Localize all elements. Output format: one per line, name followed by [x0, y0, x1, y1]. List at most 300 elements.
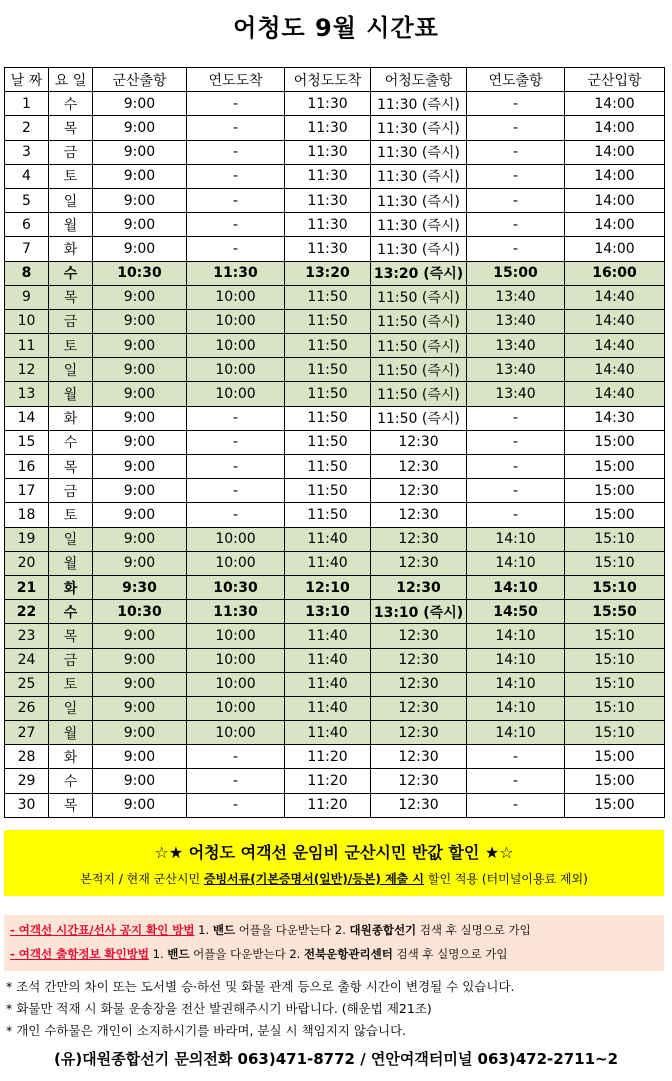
cell-yeondo-depart: 14:10 — [467, 648, 565, 672]
cell-weekday: 목 — [49, 793, 93, 817]
cell-weekday: 일 — [49, 696, 93, 720]
cell-yeondo-arrive: 10:30 — [187, 575, 285, 599]
info-bold: 전북운항관리센터 — [303, 947, 393, 961]
note-item: * 조석 간만의 차이 또는 도서별 승·하선 및 화물 관계 등으로 출항 시간이 변경될 수 있습니다. — [6, 979, 515, 994]
banner-sub-pre: 본적지 / 현재 군산시민 — [80, 872, 204, 886]
cell-eocheongdo-arrive: 11:30 — [285, 188, 371, 212]
cell-weekday: 화 — [49, 745, 93, 769]
table-row — [5, 769, 665, 793]
cell-yeondo-depart: 14:10 — [467, 575, 565, 599]
cell-weekday: 금 — [49, 140, 93, 164]
cell-yeondo-arrive: - — [187, 164, 285, 188]
cell-yeondo-depart: - — [467, 406, 565, 430]
cell-gunsan-arrive: 15:00 — [565, 430, 665, 454]
cell-yeondo-arrive: 10:00 — [187, 551, 285, 575]
cell-yeondo-depart: - — [467, 213, 565, 237]
cell-gunsan-arrive: 16:00 — [565, 261, 665, 285]
info-line-departure — [10, 942, 658, 966]
info-box — [4, 915, 664, 971]
cell-eocheongdo-depart: 11:30 (즉시) — [371, 213, 467, 237]
cell-eocheongdo-arrive: 12:10 — [285, 575, 371, 599]
cell-yeondo-depart: - — [467, 479, 565, 503]
cell-gunsan-arrive: 15:10 — [565, 575, 665, 599]
cell-yeondo-depart: 13:40 — [467, 358, 565, 382]
cell-weekday: 목 — [49, 285, 93, 309]
contact-footer: (유)대원종합선기 문의전화 063)471-8772 / 연안여객터미널 063)472-2711~2 — [53, 1050, 619, 1068]
cell-eocheongdo-arrive: 11:20 — [285, 769, 371, 793]
cell-eocheongdo-arrive: 11:50 — [285, 358, 371, 382]
cell-eocheongdo-depart: 11:50 (즉시) — [371, 406, 467, 430]
cell-gunsan-arrive: 15:10 — [565, 648, 665, 672]
cell-eocheongdo-arrive: 11:40 — [285, 672, 371, 696]
cell-yeondo-depart: - — [467, 164, 565, 188]
cell-yeondo-arrive: - — [187, 769, 285, 793]
table-row — [5, 600, 665, 624]
cell-gunsan-arrive: 14:40 — [565, 382, 665, 406]
cell-eocheongdo-arrive: 11:50 — [285, 406, 371, 430]
table-row — [5, 140, 665, 164]
table-row — [5, 624, 665, 648]
cell-yeondo-depart: - — [467, 455, 565, 479]
cell-gunsan-arrive: 14:00 — [565, 116, 665, 140]
cell-eocheongdo-arrive: 11:50 — [285, 503, 371, 527]
cell-gunsan-depart: 10:30 — [93, 261, 187, 285]
cell-yeondo-depart: 14:10 — [467, 721, 565, 745]
cell-yeondo-arrive: 10:00 — [187, 696, 285, 720]
cell-gunsan-depart: 9:00 — [93, 285, 187, 309]
cell-yeondo-depart: - — [467, 793, 565, 817]
header-gunsan-depart: 군산출항 — [93, 68, 187, 92]
cell-gunsan-depart: 9:00 — [93, 793, 187, 817]
table-row — [5, 696, 665, 720]
cell-gunsan-depart: 9:00 — [93, 237, 187, 261]
cell-eocheongdo-depart: 11:50 (즉시) — [371, 334, 467, 358]
cell-weekday: 금 — [49, 648, 93, 672]
cell-yeondo-depart: - — [467, 188, 565, 212]
schedule-table — [4, 67, 665, 818]
cell-yeondo-depart: 13:40 — [467, 309, 565, 333]
cell-weekday: 수 — [49, 600, 93, 624]
cell-yeondo-arrive: - — [187, 116, 285, 140]
cell-eocheongdo-depart: 11:30 (즉시) — [371, 92, 467, 116]
cell-weekday: 화 — [49, 575, 93, 599]
info-bold: 밴드 — [167, 947, 190, 961]
cell-gunsan-depart: 9:00 — [93, 92, 187, 116]
cell-gunsan-arrive: 15:00 — [565, 479, 665, 503]
header-eocheongdo-arrive: 어청도도착 — [285, 68, 371, 92]
cell-date: 22 — [5, 600, 49, 624]
table-row — [5, 527, 665, 551]
cell-yeondo-arrive: - — [187, 793, 285, 817]
table-row — [5, 164, 665, 188]
cell-gunsan-arrive: 14:00 — [565, 164, 665, 188]
cell-gunsan-depart: 9:00 — [93, 745, 187, 769]
cell-gunsan-depart: 9:00 — [93, 382, 187, 406]
cell-eocheongdo-depart: 11:30 (즉시) — [371, 140, 467, 164]
cell-eocheongdo-arrive: 11:30 — [285, 164, 371, 188]
cell-eocheongdo-depart: 11:50 (즉시) — [371, 309, 467, 333]
cell-yeondo-depart: 15:00 — [467, 261, 565, 285]
cell-yeondo-depart: - — [467, 237, 565, 261]
cell-yeondo-arrive: 10:00 — [187, 624, 285, 648]
info-text: 검색 후 실명으로 가입 — [416, 923, 531, 937]
cell-gunsan-depart: 9:00 — [93, 309, 187, 333]
cell-yeondo-depart: 14:10 — [467, 672, 565, 696]
cell-eocheongdo-depart: 12:30 — [371, 624, 467, 648]
cell-yeondo-depart: 14:10 — [467, 696, 565, 720]
cell-date: 30 — [5, 793, 49, 817]
table-row — [5, 261, 665, 285]
cell-eocheongdo-arrive: 11:40 — [285, 721, 371, 745]
cell-eocheongdo-depart: 12:30 — [371, 721, 467, 745]
cell-gunsan-depart: 9:00 — [93, 455, 187, 479]
cell-gunsan-depart: 9:00 — [93, 648, 187, 672]
cell-date: 10 — [5, 309, 49, 333]
header-date: 날 짜 — [5, 68, 49, 92]
cell-gunsan-depart: 9:00 — [93, 527, 187, 551]
page-title: 어청도 9월 시간표 — [233, 14, 439, 42]
cell-yeondo-arrive: - — [187, 745, 285, 769]
table-row — [5, 672, 665, 696]
cell-gunsan-depart: 9:00 — [93, 624, 187, 648]
info-lead: - 여객선 출항정보 확인방법 — [10, 947, 149, 961]
cell-eocheongdo-arrive: 11:20 — [285, 745, 371, 769]
cell-eocheongdo-arrive: 11:40 — [285, 648, 371, 672]
cell-gunsan-depart: 9:00 — [93, 164, 187, 188]
cell-yeondo-depart: - — [467, 92, 565, 116]
cell-date: 2 — [5, 116, 49, 140]
cell-yeondo-arrive: - — [187, 430, 285, 454]
cell-gunsan-arrive: 14:00 — [565, 188, 665, 212]
cell-gunsan-arrive: 15:50 — [565, 600, 665, 624]
table-row — [5, 648, 665, 672]
cell-yeondo-depart: 13:40 — [467, 334, 565, 358]
cell-eocheongdo-arrive: 11:40 — [285, 551, 371, 575]
cell-weekday: 월 — [49, 382, 93, 406]
cell-gunsan-depart: 9:00 — [93, 503, 187, 527]
cell-weekday: 수 — [49, 430, 93, 454]
info-line-schedule — [10, 918, 658, 942]
table-row — [5, 455, 665, 479]
cell-weekday: 월 — [49, 721, 93, 745]
cell-gunsan-depart: 9:00 — [93, 769, 187, 793]
cell-gunsan-arrive: 15:00 — [565, 793, 665, 817]
cell-gunsan-arrive: 15:10 — [565, 696, 665, 720]
cell-yeondo-arrive: - — [187, 140, 285, 164]
cell-gunsan-arrive: 15:00 — [565, 455, 665, 479]
cell-yeondo-depart: - — [467, 140, 565, 164]
header-eocheongdo-depart: 어청도출항 — [371, 68, 467, 92]
cell-date: 5 — [5, 188, 49, 212]
cell-yeondo-depart: 14:10 — [467, 527, 565, 551]
banner-sub-emphasis: 증빙서류(기본증명서(일반)/등본) 제출 시 — [203, 872, 425, 886]
cell-eocheongdo-depart: 12:30 — [371, 745, 467, 769]
cell-yeondo-arrive: 10:00 — [187, 527, 285, 551]
cell-eocheongdo-depart: 12:30 — [371, 696, 467, 720]
cell-date: 21 — [5, 575, 49, 599]
cell-yeondo-depart: 14:10 — [467, 624, 565, 648]
cell-gunsan-depart: 9:00 — [93, 696, 187, 720]
cell-date: 29 — [5, 769, 49, 793]
cell-eocheongdo-depart: 11:30 (즉시) — [371, 188, 467, 212]
cell-eocheongdo-arrive: 11:40 — [285, 624, 371, 648]
cell-gunsan-arrive: 14:00 — [565, 92, 665, 116]
cell-weekday: 일 — [49, 527, 93, 551]
cell-eocheongdo-arrive: 11:30 — [285, 237, 371, 261]
cell-weekday: 토 — [49, 164, 93, 188]
cell-date: 6 — [5, 213, 49, 237]
table-row — [5, 551, 665, 575]
cell-gunsan-depart: 10:30 — [93, 600, 187, 624]
cell-weekday: 화 — [49, 406, 93, 430]
cell-date: 26 — [5, 696, 49, 720]
cell-eocheongdo-depart: 11:50 (즉시) — [371, 285, 467, 309]
cell-weekday: 목 — [49, 624, 93, 648]
cell-yeondo-arrive: 10:00 — [187, 672, 285, 696]
cell-eocheongdo-arrive: 11:30 — [285, 140, 371, 164]
table-row — [5, 92, 665, 116]
cell-weekday: 월 — [49, 551, 93, 575]
cell-weekday: 수 — [49, 261, 93, 285]
cell-eocheongdo-arrive: 11:50 — [285, 285, 371, 309]
table-row — [5, 358, 665, 382]
cell-gunsan-arrive: 15:00 — [565, 769, 665, 793]
table-row — [5, 285, 665, 309]
info-text: 1. — [148, 947, 168, 961]
cell-gunsan-arrive: 15:10 — [565, 721, 665, 745]
cell-yeondo-arrive: - — [187, 188, 285, 212]
cell-gunsan-arrive: 15:10 — [565, 551, 665, 575]
cell-eocheongdo-depart: 12:30 — [371, 793, 467, 817]
cell-gunsan-depart: 9:00 — [93, 358, 187, 382]
cell-eocheongdo-arrive: 11:40 — [285, 696, 371, 720]
cell-gunsan-depart: 9:00 — [93, 430, 187, 454]
cell-date: 1 — [5, 92, 49, 116]
discount-banner — [4, 830, 664, 896]
table-row — [5, 309, 665, 333]
cell-date: 3 — [5, 140, 49, 164]
cell-eocheongdo-arrive: 11:50 — [285, 382, 371, 406]
cell-yeondo-arrive: - — [187, 406, 285, 430]
cell-weekday: 토 — [49, 334, 93, 358]
note-item: * 개인 수하물은 개인이 소지하시기를 바라며, 분실 시 책임지지 않습니다. — [6, 1023, 407, 1038]
cell-date: 24 — [5, 648, 49, 672]
cell-weekday: 금 — [49, 479, 93, 503]
table-row — [5, 116, 665, 140]
cell-yeondo-depart: 14:10 — [467, 551, 565, 575]
cell-gunsan-arrive: 14:30 — [565, 406, 665, 430]
cell-gunsan-depart: 9:00 — [93, 406, 187, 430]
cell-date: 17 — [5, 479, 49, 503]
cell-weekday: 월 — [49, 213, 93, 237]
cell-yeondo-arrive: 10:00 — [187, 358, 285, 382]
cell-date: 23 — [5, 624, 49, 648]
cell-date: 7 — [5, 237, 49, 261]
cell-gunsan-depart: 9:00 — [93, 672, 187, 696]
cell-weekday: 일 — [49, 358, 93, 382]
cell-weekday: 목 — [49, 116, 93, 140]
table-row — [5, 575, 665, 599]
cell-weekday: 수 — [49, 92, 93, 116]
cell-eocheongdo-arrive: 11:20 — [285, 793, 371, 817]
cell-eocheongdo-depart: 12:30 — [371, 503, 467, 527]
cell-yeondo-arrive: 10:00 — [187, 334, 285, 358]
cell-gunsan-depart: 9:30 — [93, 575, 187, 599]
cell-date: 25 — [5, 672, 49, 696]
table-row — [5, 479, 665, 503]
cell-weekday: 수 — [49, 769, 93, 793]
cell-date: 13 — [5, 382, 49, 406]
cell-eocheongdo-depart: 12:30 — [371, 672, 467, 696]
cell-eocheongdo-depart: 12:30 — [371, 455, 467, 479]
cell-date: 12 — [5, 358, 49, 382]
header-weekday: 요 일 — [49, 68, 93, 92]
notes — [6, 976, 666, 1042]
cell-eocheongdo-depart: 13:20 (즉시) — [371, 261, 467, 285]
table-row — [5, 503, 665, 527]
cell-eocheongdo-depart: 12:30 — [371, 551, 467, 575]
cell-eocheongdo-arrive: 11:50 — [285, 479, 371, 503]
info-lead: - 여객선 시간표/선사 공지 확인 방법 — [10, 923, 195, 937]
cell-yeondo-arrive: - — [187, 213, 285, 237]
cell-yeondo-depart: - — [467, 745, 565, 769]
cell-eocheongdo-arrive: 13:10 — [285, 600, 371, 624]
cell-eocheongdo-depart: 11:30 (즉시) — [371, 164, 467, 188]
header-gunsan-arrive: 군산입항 — [565, 68, 665, 92]
table-row — [5, 188, 665, 212]
cell-gunsan-depart: 9:00 — [93, 188, 187, 212]
cell-date: 15 — [5, 430, 49, 454]
info-bold: 밴드 — [212, 923, 236, 937]
cell-yeondo-depart: 13:40 — [467, 382, 565, 406]
cell-gunsan-arrive: 15:00 — [565, 503, 665, 527]
cell-yeondo-depart: - — [467, 430, 565, 454]
cell-eocheongdo-arrive: 11:30 — [285, 213, 371, 237]
cell-date: 9 — [5, 285, 49, 309]
cell-weekday: 토 — [49, 503, 93, 527]
cell-gunsan-depart: 9:00 — [93, 551, 187, 575]
cell-gunsan-arrive: 14:40 — [565, 334, 665, 358]
cell-gunsan-depart: 9:00 — [93, 116, 187, 140]
cell-date: 27 — [5, 721, 49, 745]
header-yeondo-depart: 연도출항 — [467, 68, 565, 92]
cell-yeondo-arrive: - — [187, 237, 285, 261]
cell-gunsan-arrive: 14:00 — [565, 213, 665, 237]
cell-gunsan-arrive: 15:00 — [565, 745, 665, 769]
cell-eocheongdo-depart: 12:30 — [371, 575, 467, 599]
info-text: 어플을 다운받는다 2. — [235, 923, 350, 937]
cell-gunsan-arrive: 14:00 — [565, 140, 665, 164]
cell-yeondo-arrive: 11:30 — [187, 600, 285, 624]
cell-yeondo-arrive: 10:00 — [187, 382, 285, 406]
cell-date: 11 — [5, 334, 49, 358]
cell-gunsan-arrive: 15:10 — [565, 527, 665, 551]
table-row — [5, 237, 665, 261]
cell-gunsan-arrive: 15:10 — [565, 624, 665, 648]
table-row — [5, 721, 665, 745]
cell-weekday: 화 — [49, 237, 93, 261]
cell-gunsan-depart: 9:00 — [93, 721, 187, 745]
cell-gunsan-depart: 9:00 — [93, 140, 187, 164]
cell-yeondo-depart: 13:40 — [467, 285, 565, 309]
table-row — [5, 382, 665, 406]
info-bold: 대원종합선기 — [349, 923, 417, 937]
cell-eocheongdo-depart: 12:30 — [371, 527, 467, 551]
cell-eocheongdo-depart: 11:50 (즉시) — [371, 358, 467, 382]
cell-yeondo-depart: - — [467, 116, 565, 140]
cell-eocheongdo-depart: 12:30 — [371, 769, 467, 793]
cell-date: 8 — [5, 261, 49, 285]
cell-yeondo-arrive: - — [187, 455, 285, 479]
cell-eocheongdo-arrive: 11:40 — [285, 527, 371, 551]
cell-date: 20 — [5, 551, 49, 575]
cell-eocheongdo-arrive: 11:50 — [285, 455, 371, 479]
cell-eocheongdo-depart: 11:30 (즉시) — [371, 237, 467, 261]
cell-yeondo-arrive: 10:00 — [187, 285, 285, 309]
cell-yeondo-depart: - — [467, 769, 565, 793]
cell-eocheongdo-arrive: 11:50 — [285, 430, 371, 454]
cell-date: 4 — [5, 164, 49, 188]
table-row — [5, 406, 665, 430]
cell-weekday: 금 — [49, 309, 93, 333]
cell-gunsan-arrive: 14:00 — [565, 237, 665, 261]
cell-date: 14 — [5, 406, 49, 430]
cell-eocheongdo-arrive: 11:30 — [285, 116, 371, 140]
info-text: 검색 후 실명으로 가입 — [392, 947, 508, 961]
cell-eocheongdo-arrive: 13:20 — [285, 261, 371, 285]
cell-weekday: 토 — [49, 672, 93, 696]
cell-date: 28 — [5, 745, 49, 769]
cell-yeondo-arrive: - — [187, 479, 285, 503]
cell-gunsan-arrive: 14:40 — [565, 309, 665, 333]
table-row — [5, 334, 665, 358]
cell-gunsan-arrive: 15:10 — [565, 672, 665, 696]
cell-eocheongdo-depart: 13:10 (즉시) — [371, 600, 467, 624]
cell-yeondo-arrive: 10:00 — [187, 721, 285, 745]
cell-eocheongdo-arrive: 11:50 — [285, 309, 371, 333]
cell-gunsan-depart: 9:00 — [93, 213, 187, 237]
cell-gunsan-depart: 9:00 — [93, 334, 187, 358]
banner-title: ☆★ 어청도 여객선 운임비 군산시민 반값 할인 ★☆ — [154, 843, 514, 862]
cell-eocheongdo-arrive: 11:30 — [285, 92, 371, 116]
header-yeondo-arrive: 연도도착 — [187, 68, 285, 92]
cell-gunsan-arrive: 14:40 — [565, 358, 665, 382]
cell-yeondo-depart: 14:50 — [467, 600, 565, 624]
table-row — [5, 213, 665, 237]
info-text: 어플을 다운받는다 2. — [189, 947, 304, 961]
cell-eocheongdo-depart: 11:50 (즉시) — [371, 382, 467, 406]
cell-eocheongdo-depart: 12:30 — [371, 479, 467, 503]
cell-eocheongdo-depart: 11:30 (즉시) — [371, 116, 467, 140]
cell-gunsan-arrive: 14:40 — [565, 285, 665, 309]
cell-yeondo-arrive: - — [187, 92, 285, 116]
cell-yeondo-depart: - — [467, 503, 565, 527]
banner-subtitle — [4, 870, 664, 887]
cell-date: 19 — [5, 527, 49, 551]
banner-sub-post: 할인 적용 (터미널이용료 제외) — [424, 872, 588, 886]
info-text: 1. — [194, 923, 213, 937]
table-row — [5, 430, 665, 454]
cell-yeondo-arrive: 10:00 — [187, 648, 285, 672]
cell-date: 18 — [5, 503, 49, 527]
cell-yeondo-arrive: 11:30 — [187, 261, 285, 285]
cell-eocheongdo-depart: 12:30 — [371, 430, 467, 454]
cell-weekday: 목 — [49, 455, 93, 479]
cell-eocheongdo-depart: 12:30 — [371, 648, 467, 672]
cell-yeondo-arrive: 10:00 — [187, 309, 285, 333]
table-row — [5, 745, 665, 769]
cell-gunsan-depart: 9:00 — [93, 479, 187, 503]
